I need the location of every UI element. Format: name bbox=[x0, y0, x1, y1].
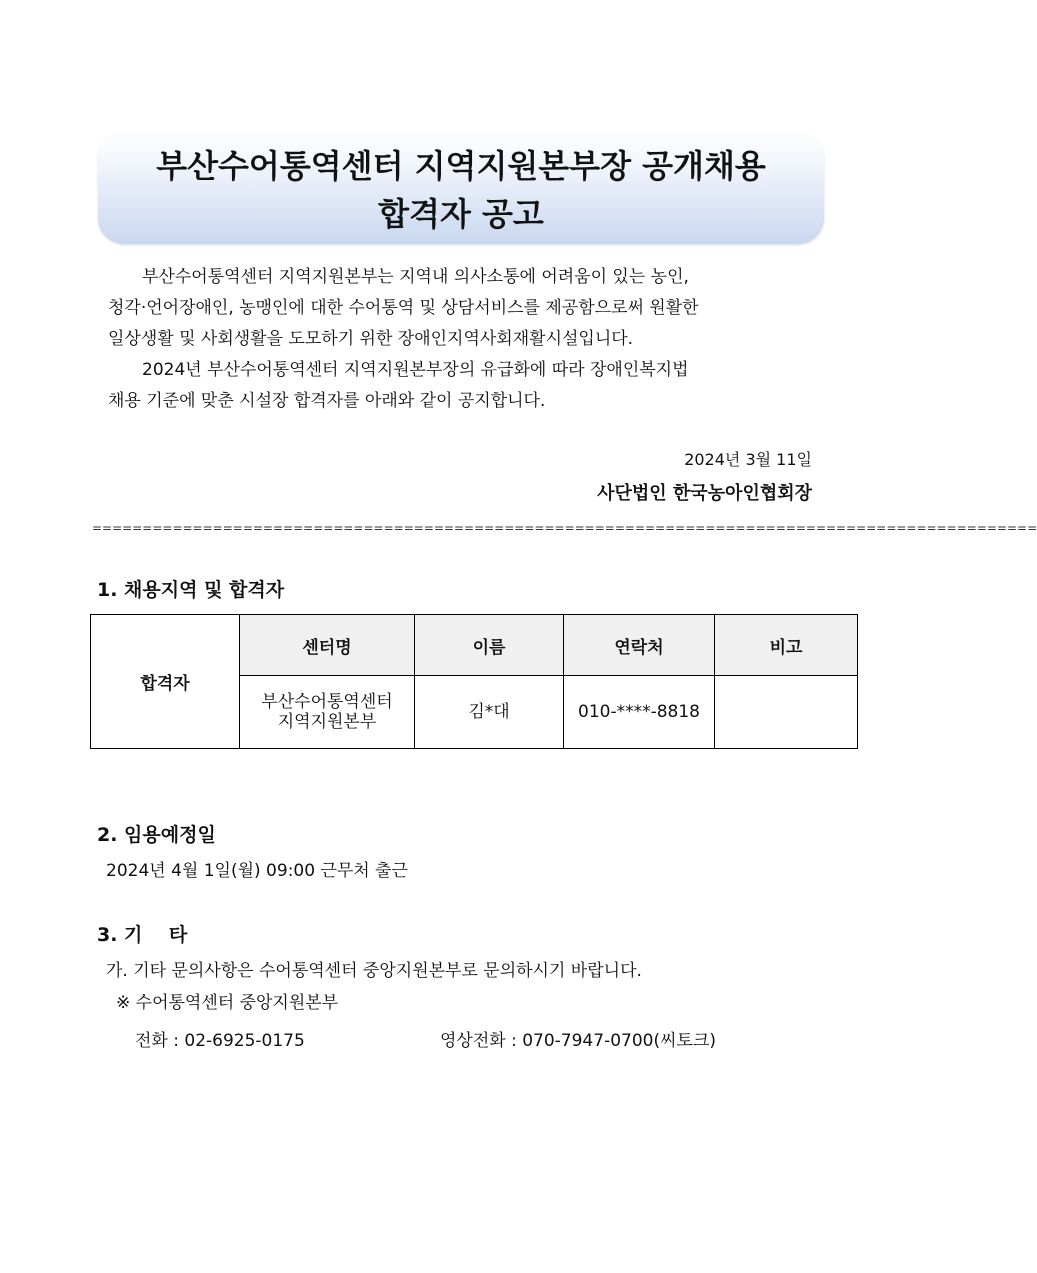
results-table bbox=[90, 614, 858, 749]
intro-text bbox=[108, 262, 814, 417]
cell-center bbox=[240, 676, 415, 749]
section2-heading: 2. 임용예정일 bbox=[97, 824, 216, 846]
section3-heading: 3. 기 타 bbox=[97, 924, 188, 946]
intro-p1-line1: 부산수어통역센터 지역지원본부는 지역내 의사소통에 어려움이 있는 농인, bbox=[142, 267, 689, 287]
announcement-date: 2024년 3월 11일 bbox=[684, 450, 812, 469]
title-banner bbox=[98, 132, 824, 244]
col-header-contact: 연락처 bbox=[564, 615, 715, 676]
cell-note bbox=[715, 676, 858, 749]
intro-p2-line1: 2024년 부산수어통역센터 지역지원본부장의 유급화에 따라 장애인복지법 bbox=[142, 360, 689, 380]
cell-center-line1: 부산수어통역센터 bbox=[261, 692, 393, 712]
intro-p1-line3: 일상생활 및 사회생활을 도모하기 위한 장애인지역사회재활시설입니다. bbox=[108, 329, 634, 349]
intro-p1-line2: 청각·언어장애인, 농맹인에 대한 수어통역 및 상담서비스를 제공함으로써 원활한 bbox=[108, 298, 699, 318]
intro-p2-line2: 채용 기준에 맞춘 시설장 합격자를 아래와 같이 공지합니다. bbox=[108, 391, 546, 411]
organization-name: 사단법인 한국농아인협회장 bbox=[597, 483, 812, 504]
row-header-successful: 합격자 bbox=[91, 615, 240, 749]
start-date-text: 2024년 4월 1일(월) 09:00 근무처 출근 bbox=[106, 861, 408, 881]
col-header-center: 센터명 bbox=[240, 615, 415, 676]
title-line-1: 부산수어통역센터 지역지원본부장 공개채용 bbox=[156, 147, 766, 185]
cell-name: 김*대 bbox=[415, 676, 564, 749]
divider: ============================================================================================== bbox=[92, 521, 1037, 535]
section1-heading: 1. 채용지역 및 합격자 bbox=[97, 579, 285, 601]
video-phone-number: 영상전화 : 070-7947-0700(씨토크) bbox=[440, 1031, 716, 1051]
cell-center-line2: 지역지원본부 bbox=[277, 712, 377, 732]
col-header-note: 비고 bbox=[715, 615, 858, 676]
inquiry-text: 가. 기타 문의사항은 수어통역센터 중앙지원본부로 문의하시기 바랍니다. bbox=[106, 961, 642, 981]
cell-contact: 010-****-8818 bbox=[564, 676, 715, 749]
phone-number: 전화 : 02-6925-0175 bbox=[135, 1031, 305, 1051]
table-header-row bbox=[91, 615, 858, 676]
contact-note: ※ 수어통역센터 중앙지원본부 bbox=[116, 993, 339, 1013]
title-line-2: 합격자 공고 bbox=[378, 195, 544, 233]
col-header-name: 이름 bbox=[415, 615, 564, 676]
